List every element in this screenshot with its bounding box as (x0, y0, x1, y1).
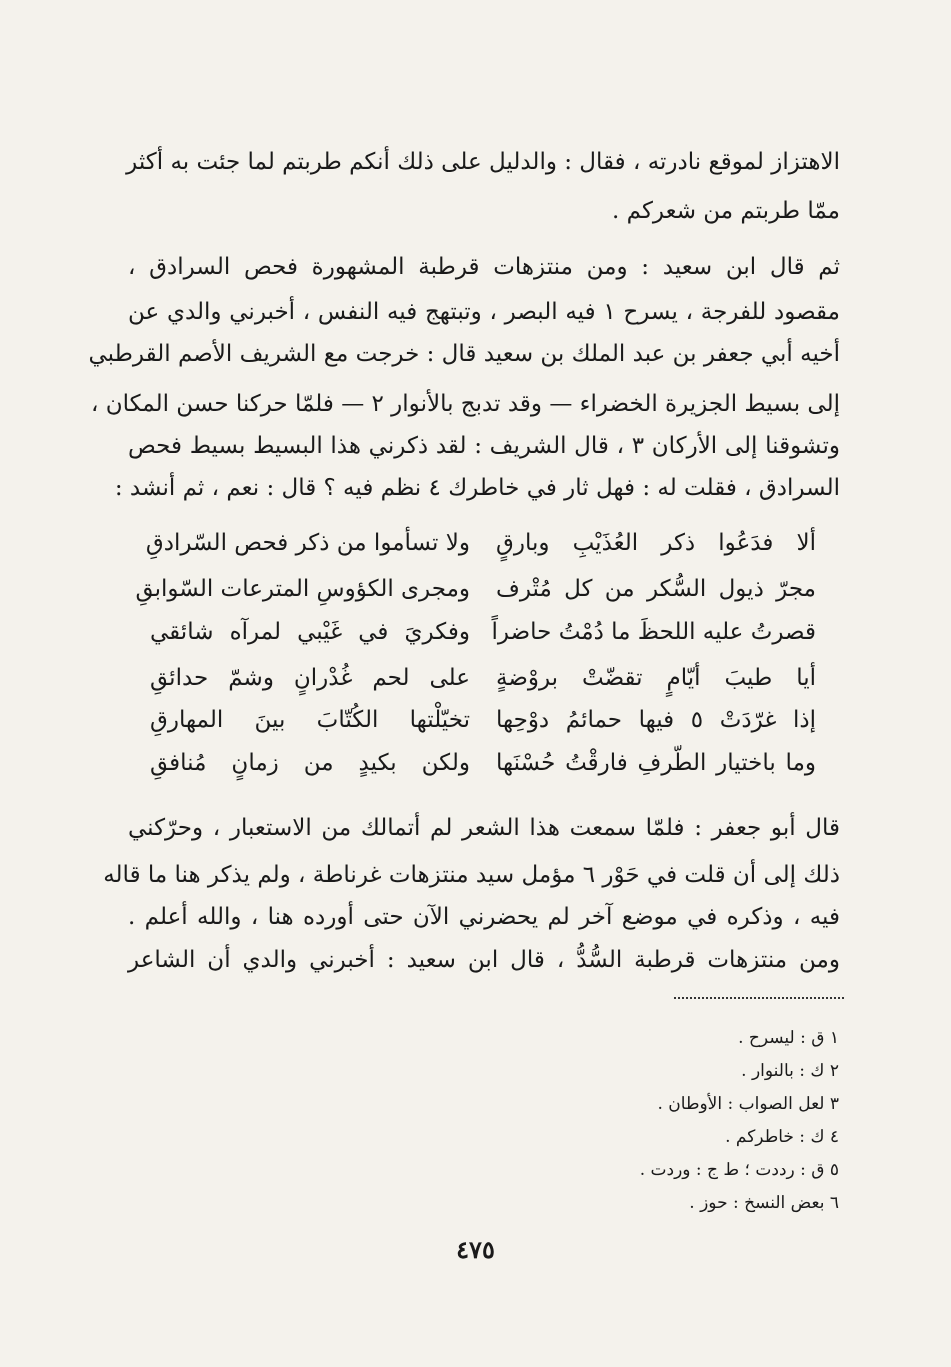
footnote: ٢ ك : بالنوار . (741, 1061, 839, 1081)
verse-first-hemistich: أيا طيبَ أيّامٍ تقضّتْ بروْضةٍ (496, 665, 816, 691)
prose-line: فيه ، وذكره في موضع آخر لم يحضرني الآن حتى أورده هنا ، والله أعلم . (128, 904, 840, 930)
prose-line: قال أبو جعفر : فلمّا سمعت هذا الشعر لم أتمالك من الاستعبار ، وحرّكني (128, 815, 840, 841)
footnotes (640, 1022, 839, 1220)
prose-line: ثم قال ابن سعيد : ومن منتزهات قرطبة المشهورة فحص السرادق ، (128, 254, 840, 280)
verse-second-hemistich: ولا تسأموا من ذكر فحص السّرادقِ (145, 530, 470, 556)
page-number: ٤٧٥ (456, 1235, 495, 1264)
verse-line (135, 574, 816, 608)
verse-second-hemistich: ولكن بكيدٍ من زمانٍ مُنافقِ (150, 750, 470, 776)
prose-line: السرادق ، فقلت له : فهل ثار في خاطرك ٤ نظم فيه ؟ قال : نعم ، ثم أنشد : (114, 475, 840, 501)
verse-line (150, 748, 816, 782)
verse-line (145, 528, 816, 562)
verse-first-hemistich: قصرتُ عليه اللحظَ ما دُمْتُ حاضراً (491, 619, 816, 645)
footnote: ٤ ك : خاطركم . (725, 1127, 839, 1147)
verse-line (150, 617, 816, 651)
footnote: ٦ بعض النسخ : حوز . (689, 1193, 839, 1213)
prose-line: ومن منتزهات قرطبة السُّدُّ ، قال ابن سعيد : أخبرني والدي أن الشاعر (128, 947, 840, 973)
prose-line: أخيه أبي جعفر بن عبد الملك بن سعيد قال : خرجت مع الشريف الأصم القرطبي (88, 341, 840, 367)
verse-second-hemistich: على لحم غُدْرانٍ وشمّ حدائقِ (150, 665, 470, 691)
verse-first-hemistich: مجرّ ذيول السُّكر من كل مُتْرف (496, 576, 816, 602)
verse-first-hemistich: إذا غرّدَتْ ٥ فيها حمائمُ دوْحِها (496, 707, 816, 733)
footnote: ١ ق : ليسرح . (738, 1028, 839, 1048)
verse-first-hemistich: وما باختيار الطّرفِ فارقْتُ حُسْنَها (496, 750, 816, 776)
prose-line: مقصود للفرجة ، يسرح ١ فيه البصر ، وتبتهج فيه النفس ، أخبرني والدي عن (128, 299, 840, 325)
verse-first-hemistich: ألا فدَعُوا ذكر العُذَيْبِ وبارقٍ (496, 530, 816, 556)
verse-second-hemistich: ومجرى الكؤوسِ المترعات السّوابقِ (135, 576, 470, 602)
footnote: ٣ لعل الصواب : الأوطان . (657, 1094, 839, 1114)
verse-line (150, 705, 816, 739)
verse-line (150, 663, 816, 697)
prose-line: الاهتزاز لموقع نادرته ، فقال : والدليل على ذلك أنكم طربتم لما جئت به أكثر (126, 149, 840, 175)
prose-line: إلى بسيط الجزيرة الخضراء — وقد تدبج بالأنوار ٢ — فلمّا حركنا حسن المكان ، (90, 391, 840, 417)
footnote-separator (674, 997, 844, 999)
footnote: ٥ ق : رددت ؛ ط ج : وردت . (639, 1160, 839, 1180)
prose-line: وتشوقنا إلى الأركان ٣ ، قال الشريف : لقد ذكرني هذا البسيط بسيط فحص (128, 433, 840, 459)
prose-line: ممّا طربتم من شعركم . (612, 198, 840, 224)
verse-second-hemistich: وفكريَ في غَيْبي لمرآه شائقي (150, 619, 470, 645)
prose-line: ذلك إلى أن قلت في حَوْر ٦ مؤمل سيد منتزهات غرناطة ، ولم يذكر هنا ما قاله (103, 862, 840, 888)
verse-second-hemistich: تخيّلْتها الكُتّابَ بينَ المهارقِ (150, 707, 470, 733)
